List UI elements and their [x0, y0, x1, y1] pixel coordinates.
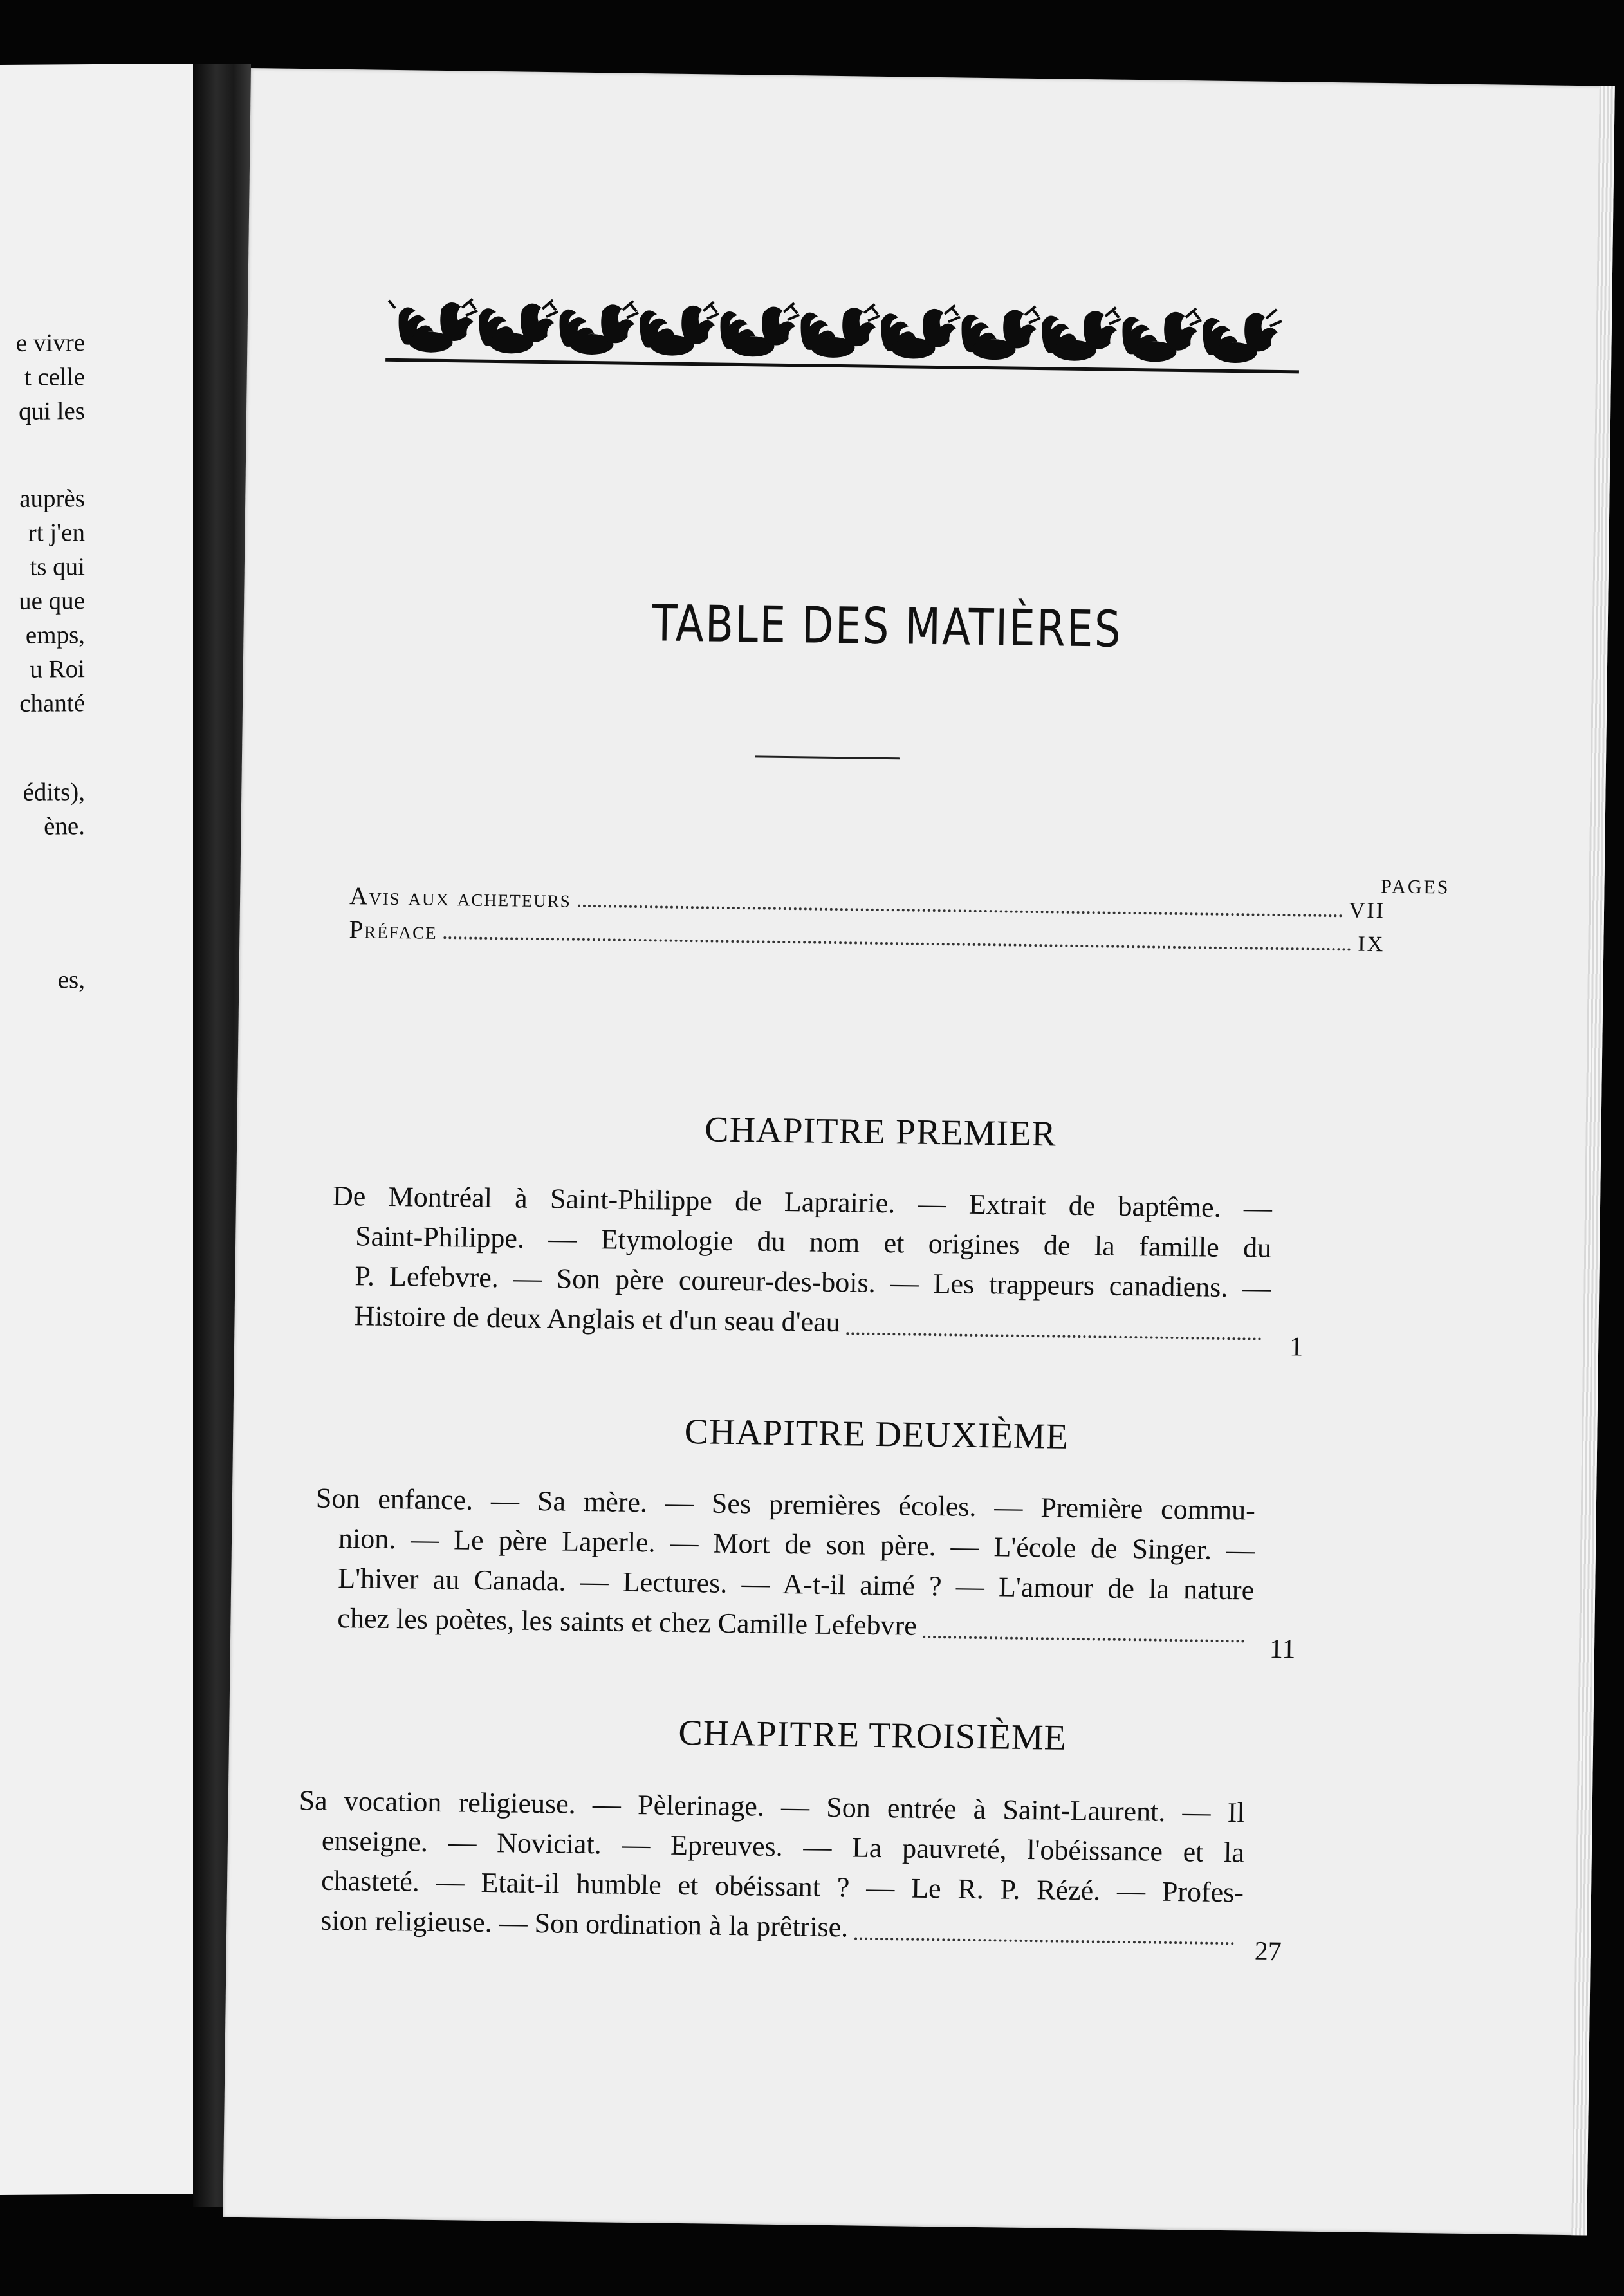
chapter-page-number: 11: [1269, 1634, 1296, 1665]
chapter-summary: [331, 1176, 1272, 1348]
previous-page: [0, 64, 193, 2195]
floral-border-icon: [385, 289, 1300, 385]
dot-leader: [444, 934, 1352, 950]
previous-page-fragment: emps,: [25, 621, 85, 649]
summary-line: nion. — Le père Laperle. — Mort de son père. — L'école de Singer. —: [338, 1522, 1255, 1566]
summary-line: sion religieuse. — Son ordination à la prêtrise.: [320, 1904, 849, 1943]
summary-line: De Montréal à Saint-Philippe de Laprairie. — Extrait de baptême. —: [332, 1180, 1273, 1224]
toc-entry-page: VII: [1349, 898, 1386, 923]
summary-line: enseigne. — Noviciat. — Epreuves. — La pauvreté, l'obéissance et la: [321, 1824, 1245, 1869]
summary-line: L'hiver au Canada. — Lectures. — A-t-il aimé ? — L'amour de la nature: [337, 1562, 1255, 1606]
chapter-heading: CHAPITRE DEUXIÈME: [684, 1412, 1069, 1457]
pages-column-header: PAGES: [1381, 876, 1450, 898]
chapter-heading: CHAPITRE PREMIER: [704, 1109, 1057, 1154]
chapter-summary: [314, 1479, 1255, 1651]
previous-page-fragment: ts qui: [30, 553, 85, 581]
dot-leader: [578, 902, 1343, 918]
toc-entry-label: Préface: [349, 916, 438, 945]
previous-page-fragment: u Roi: [30, 655, 85, 683]
chapter-page-number: 1: [1289, 1332, 1304, 1362]
previous-page-fragment: e vivre: [15, 329, 85, 357]
previous-page-text: [0, 64, 193, 994]
summary-line: Sa vocation religieuse. — Pèlerinage. — Son entrée à Saint-Laurent. — Il: [299, 1784, 1245, 1829]
previous-page-fragment: auprès: [19, 485, 85, 513]
chapter-heading: CHAPITRE TROISIÈME: [678, 1712, 1067, 1758]
table-of-contents-page: [223, 68, 1615, 2235]
summary-line: Histoire de deux Anglais et d'un seau d'eau: [354, 1300, 841, 1338]
previous-page-fragment: édits),: [23, 778, 85, 806]
title-divider: [755, 755, 900, 759]
chapter-summary: [297, 1781, 1245, 1952]
summary-line: chasteté. — Etait-il humble et obéissant ? — Le R. P. Rézé. — Profes-: [320, 1864, 1244, 1909]
previous-page-fragment: chanté: [19, 689, 85, 718]
dot-leader: [846, 1329, 1261, 1340]
page-title: TABLE DES MATIÈRES: [651, 595, 1123, 659]
toc-entry-page: IX: [1358, 932, 1385, 957]
summary-line: Saint-Philippe. — Etymologie du nom et origines de la famille du: [355, 1220, 1272, 1264]
dot-leader: [923, 1633, 1245, 1643]
dot-leader: [854, 1935, 1234, 1945]
summary-line: chez les poètes, les saints et chez Camille Lefebvre: [337, 1602, 918, 1642]
toc-entry-label: Avis aux acheteurs: [349, 882, 572, 913]
previous-page-fragment: t celle: [24, 363, 85, 391]
chapter-page-number: 27: [1254, 1936, 1282, 1967]
previous-page-fragment: qui les: [19, 397, 85, 425]
previous-page-fragment: ène.: [44, 812, 85, 840]
page-edge: [1571, 86, 1615, 2235]
previous-page-fragment: rt j'en: [28, 519, 85, 547]
summary-line: Son enfance. — Sa mère. — Ses premières écoles. — Première commu-: [315, 1482, 1256, 1526]
summary-line: P. Lefebvre. — Son père coureur-des-bois. — Les trappeurs canadiens. —: [355, 1260, 1271, 1304]
previous-page-fragment: ue que: [19, 587, 85, 615]
previous-page-fragment: es,: [57, 966, 85, 994]
